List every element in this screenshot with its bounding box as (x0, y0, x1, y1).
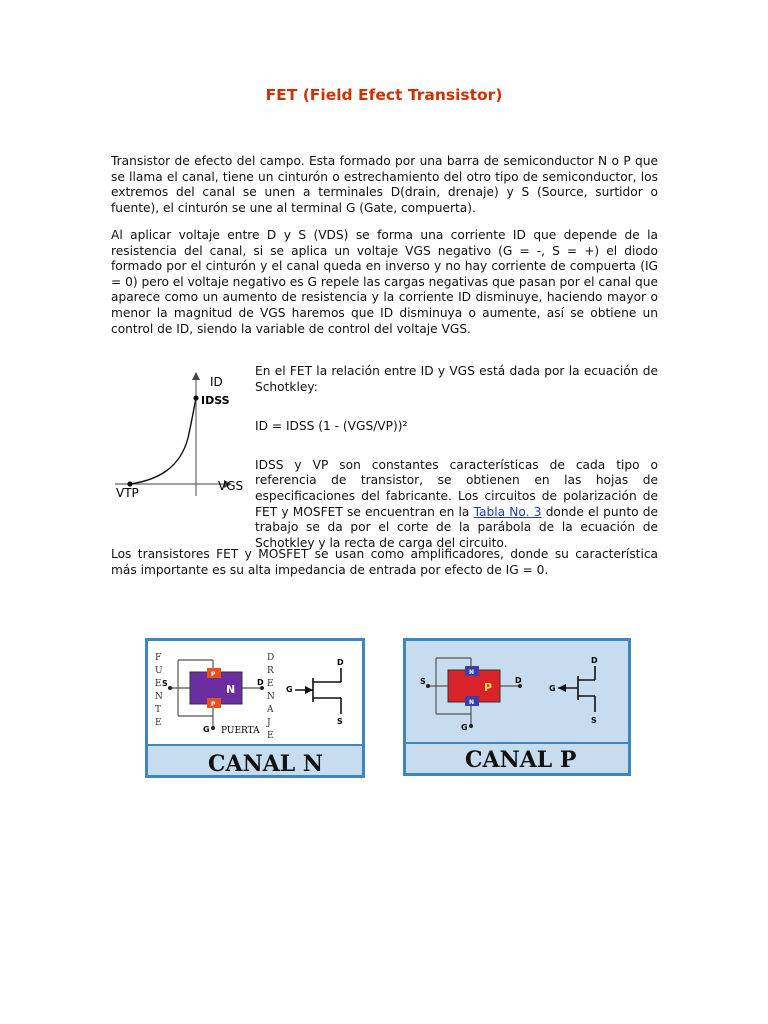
transfer-curve-graph (110, 368, 250, 503)
svg-text:G: G (286, 685, 293, 694)
svg-text:D: D (337, 658, 344, 667)
svg-text:F: F (155, 653, 162, 663)
svg-text:E: E (267, 731, 274, 741)
svg-text:D: D (267, 653, 275, 663)
constants-text-end: donde el punto de trabajo se da por el corte de la parábola de la ecuación de Schotkley y la recta de carga del circuito. (255, 504, 658, 550)
svg-text:P: P (211, 671, 216, 678)
svg-text:G: G (461, 723, 468, 732)
puerta-label: PUERTA (221, 726, 260, 736)
canal-n-figure (145, 638, 365, 778)
operation-paragraph: Al aplicar voltaje entre D y S (VDS) se forma una corriente ID que depende de la resistencia del canal, si se aplica un voltaje VGS negativo (G = -, S = +) el diodo formado por el cinturón y el canal queda en inverso y no hay corriente de compuerta (IG = 0) pero el voltaje negativo es G repele las cargas negativas que pasan por el canal que aparece como un aumento de resistencia y la corriente ID disminuye, haciendo mayor o menor la magnitud de VGS haremos que ID disminuya o aumente, así se obtiene un control de ID, siendo la variable de control del voltaje VGS. (111, 228, 658, 336)
tabla-3-link[interactable]: Tabla No. 3 (473, 504, 542, 519)
schotkley-equation: ID = IDSS (1 - (VGS/VP))² (255, 419, 408, 434)
vtp-label: VTP (116, 486, 139, 500)
svg-text:D: D (591, 656, 598, 665)
svg-text:E: E (155, 679, 162, 689)
idss-point (193, 395, 198, 400)
transfer-curve (130, 398, 196, 484)
svg-text:N: N (469, 699, 475, 706)
page-title: FET (Field Efect Transistor) (265, 86, 503, 104)
svg-text:S: S (420, 677, 426, 686)
p-channel-letter: P (484, 681, 493, 694)
constants-text-start: IDSS y VP son constantes características de cada tipo o referencia de transistor, se obtienen en las hojas de especificaciones del fabricante. Los circuitos de polarización de FET y MOSFET se encuentran en la (255, 457, 658, 519)
y-axis-label: ID (210, 375, 223, 389)
svg-text:U: U (155, 666, 163, 676)
constants-paragraph (255, 458, 658, 552)
idss-label: IDSS (201, 394, 230, 407)
svg-text:R: R (267, 666, 274, 676)
svg-text:G: G (203, 725, 210, 734)
canal-p-caption: CANAL P (465, 747, 577, 773)
svg-text:T: T (155, 705, 162, 715)
svg-text:N: N (155, 692, 163, 702)
schotkley-intro: En el FET la relación entre ID y VGS está dada por la ecuación de Schotkley: (255, 364, 658, 394)
svg-text:D: D (257, 678, 264, 687)
svg-text:N: N (469, 669, 475, 676)
svg-text:P: P (211, 701, 216, 708)
intro-paragraph: Transistor de efecto del campo. Esta formado por una barra de semiconductor N o P que se llama el canal, tiene un cinturón o estrechamiento del otro tipo de semiconductor, los extremos del canal se unen a terminales D(drain, drenaje) y S (Source, surtidor o fuente), el cinturón se une al terminal G (Gate, compuerta). (111, 154, 658, 215)
applications-paragraph: Los transistores FET y MOSFET se usan como amplificadores, donde su característica más importante es su alta impedancia de entrada por efecto de IG = 0. (111, 547, 658, 577)
svg-text:S: S (337, 717, 343, 726)
n-channel-letter: N (226, 683, 236, 696)
svg-text:G: G (549, 684, 556, 693)
svg-text:J: J (267, 718, 271, 728)
y-axis-arrow (192, 372, 200, 380)
svg-text:N: N (267, 692, 275, 702)
svg-text:S: S (162, 679, 168, 688)
x-axis-label: VGS (218, 479, 244, 493)
svg-text:E: E (155, 718, 162, 728)
svg-text:D: D (515, 676, 522, 685)
svg-text:E: E (267, 679, 274, 689)
canal-n-caption: CANAL N (208, 751, 323, 777)
svg-text:A: A (267, 705, 274, 715)
canal-p-figure (403, 638, 631, 776)
svg-text:S: S (591, 716, 597, 725)
schotkley-section (255, 364, 658, 551)
